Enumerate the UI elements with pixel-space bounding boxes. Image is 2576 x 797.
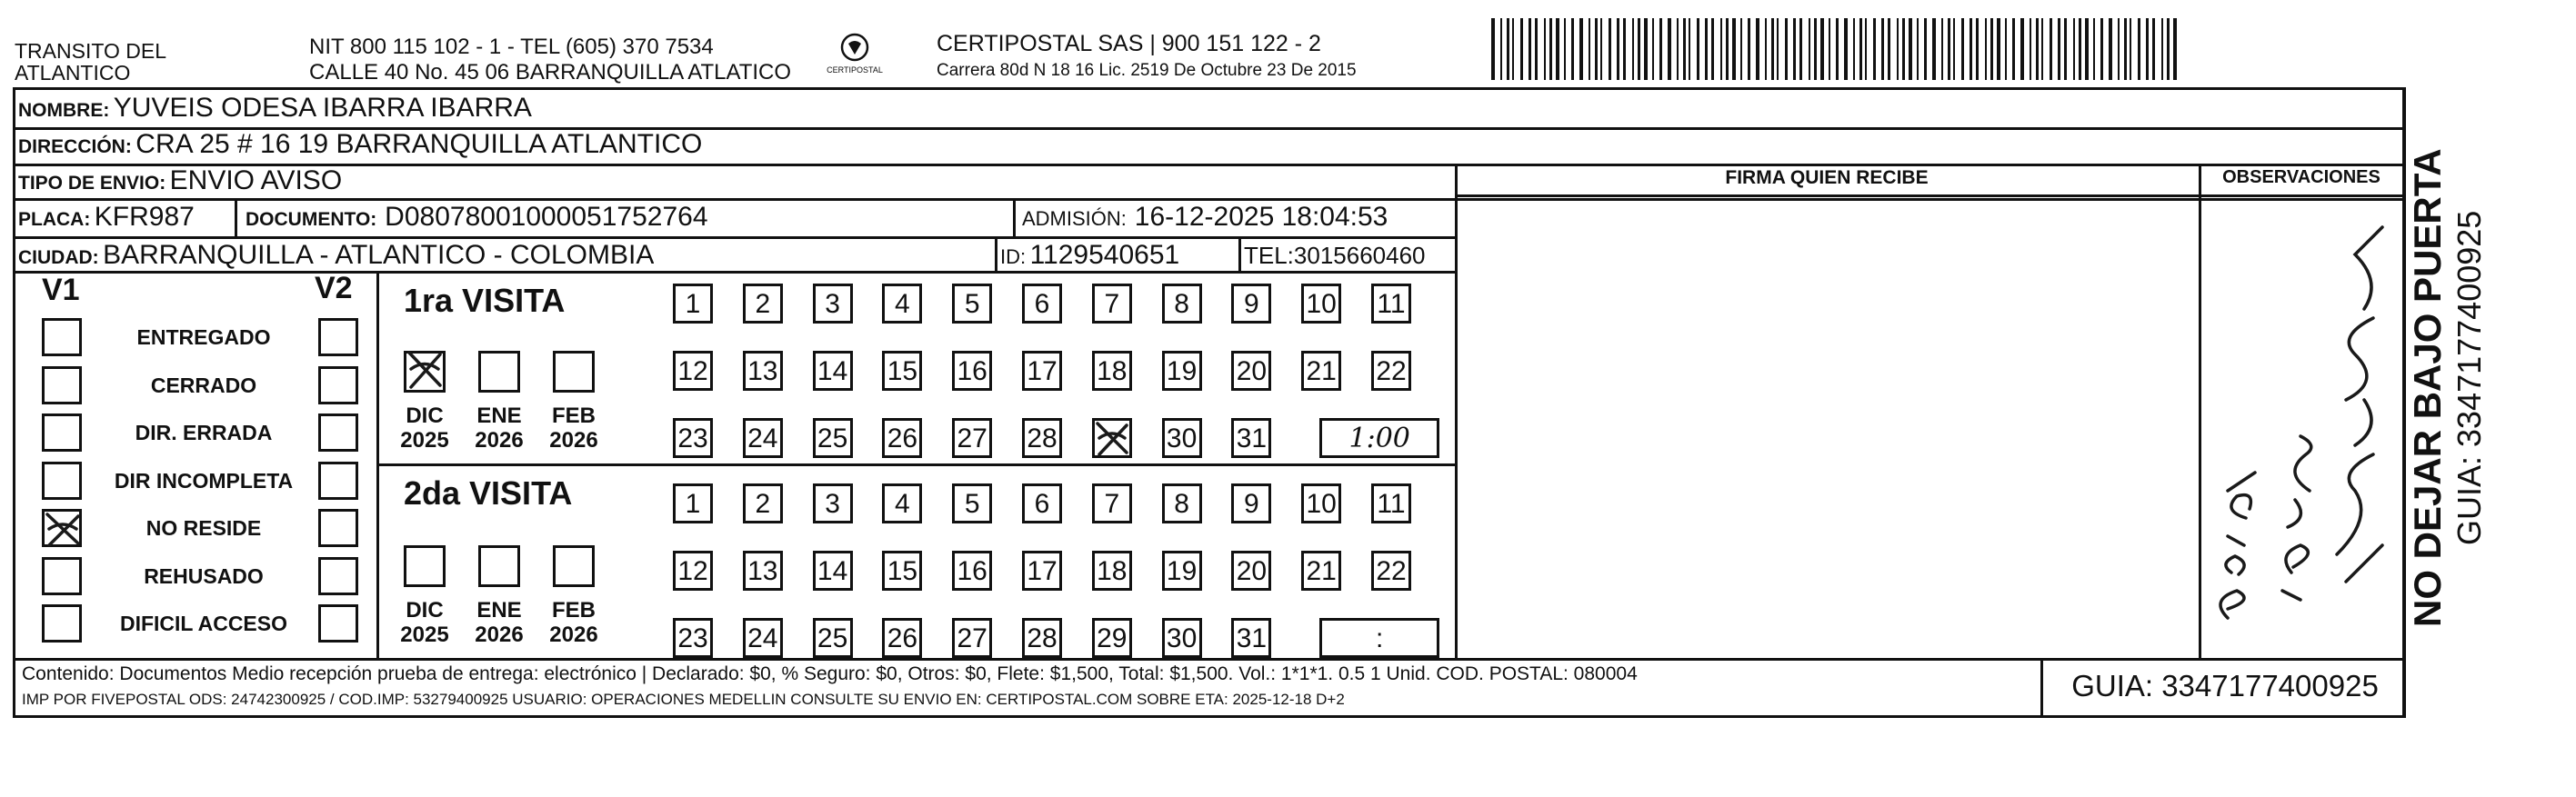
document-value: D08078001000051752764: [385, 202, 708, 232]
rule: [1238, 236, 1241, 271]
time-box[interactable]: :: [1319, 618, 1439, 658]
tel-value: 3015660460: [1293, 242, 1426, 269]
rule: [13, 271, 1455, 274]
month-name: FEB: [552, 598, 596, 623]
barcode-bar: [1771, 18, 1774, 80]
day-box[interactable]: 4: [882, 483, 922, 523]
agency-name: [15, 40, 166, 84]
v1-label: V1: [42, 273, 80, 307]
day-box[interactable]: 17: [1022, 551, 1062, 591]
tel-cell: [1244, 242, 1426, 270]
day-box[interactable]: 31: [1231, 418, 1271, 458]
month-name: FEB: [552, 403, 596, 428]
day-box[interactable]: 11: [1371, 284, 1411, 324]
day-box[interactable]: 31: [1231, 618, 1271, 658]
barcode: [1491, 18, 2180, 80]
barcode-bar: [2041, 18, 2043, 80]
barcode-bar: [2173, 18, 2177, 80]
tel-label: TEL:: [1244, 242, 1294, 269]
day-box[interactable]: 16: [952, 551, 992, 591]
day-box[interactable]: 13: [743, 551, 783, 591]
day-box[interactable]: 6: [1022, 284, 1062, 324]
barcode-bar: [1711, 18, 1714, 80]
barcode-bar: [1549, 18, 1552, 80]
day-box[interactable]: 24: [743, 418, 783, 458]
barcode-bar: [2130, 18, 2131, 80]
day-box[interactable]: 4: [882, 284, 922, 324]
plate-value: KFR987: [94, 202, 195, 232]
barcode-bar: [1917, 18, 1919, 80]
rule: [1013, 198, 1016, 236]
day-box[interactable]: 11: [1371, 483, 1411, 523]
barcode-bar: [1820, 18, 1824, 80]
barcode-bar: [1756, 18, 1759, 80]
barcode-bar: [1990, 18, 1993, 80]
barcode-bar: [1697, 18, 1699, 80]
month-checkbox[interactable]: [404, 545, 446, 587]
signature-header: FIRMA QUIEN RECIBE: [1725, 167, 1929, 188]
plate-label: PLACA:: [18, 209, 91, 230]
day-box[interactable]: 10: [1301, 284, 1341, 324]
month-checkbox[interactable]: [553, 351, 595, 393]
month-checkbox[interactable]: [553, 545, 595, 587]
barcode-bar: [1777, 18, 1779, 80]
barcode-bar: [2005, 18, 2007, 80]
visit1-title: 1ra VISITA: [404, 282, 566, 319]
barcode-bar: [1512, 18, 1514, 80]
day-box[interactable]: 25: [813, 418, 853, 458]
logo-text: CERTIPOSTAL: [827, 65, 883, 75]
day-box[interactable]: 19: [1162, 551, 1202, 591]
status-v1-checkbox[interactable]: [42, 413, 82, 452]
barcode-bar: [1909, 18, 1912, 80]
barcode-bar: [1924, 18, 1927, 80]
rule: [13, 658, 2404, 661]
agency-name-line2: ATLANTICO: [15, 61, 131, 85]
status-v1-checkbox[interactable]: [42, 366, 82, 404]
rule: [995, 236, 997, 271]
barcode-bar: [1564, 18, 1566, 80]
barcode-bar: [2138, 18, 2140, 80]
address-row: [18, 129, 702, 160]
barcode-bar: [1726, 18, 1729, 80]
document-cell: [246, 202, 708, 233]
month-label: [467, 598, 531, 647]
day-box[interactable]: 23: [673, 418, 713, 458]
barcode-bar: [1809, 18, 1810, 80]
rule: [2402, 87, 2405, 718]
status-v2-checkbox[interactable]: [318, 509, 358, 547]
barcode-bar: [1529, 18, 1531, 80]
month-checkbox[interactable]: [478, 545, 520, 587]
document-label: DOCUMENTO:: [246, 209, 377, 230]
barcode-bar: [1683, 18, 1686, 80]
day-box[interactable]: 8: [1162, 284, 1202, 324]
day-box[interactable]: 12: [673, 351, 713, 391]
barcode-bar: [1617, 18, 1619, 80]
day-box[interactable]: 3: [813, 284, 853, 324]
barcode-bar: [1953, 18, 1955, 80]
day-box[interactable]: 18: [1092, 351, 1132, 391]
barcode-bar: [1888, 18, 1890, 80]
day-box[interactable]: 22: [1371, 351, 1411, 391]
footer-imp: IMP POR FIVEPOSTAL ODS: 24742300925 / COD.IMP: 53279400925 USUARIO: OPERACIONES MEDELLIN CONSULTE SU ENVIO EN: CERTIPOSTAL.COM SOBRE ETA: 2025-12-18 D+2: [22, 691, 1345, 708]
day-box[interactable]: 10: [1301, 483, 1341, 523]
day-box[interactable]: 20: [1231, 551, 1271, 591]
barcode-bar: [2167, 18, 2170, 80]
barcode-bar: [1720, 18, 1722, 80]
day-box[interactable]: 26: [882, 618, 922, 658]
side-notice: NO DEJAR BAJO PUERTA: [2406, 148, 2449, 627]
side-guide: GUIA: 3347177400925: [2451, 210, 2488, 545]
barcode-bar: [2146, 18, 2149, 80]
barcode-bar: [1970, 18, 1972, 80]
day-box[interactable]: 16: [952, 351, 992, 391]
id-cell: [1000, 240, 1179, 271]
month-year: 2026: [549, 623, 598, 647]
rule: [13, 198, 2404, 201]
barcode-bar: [1535, 18, 1538, 80]
day-box[interactable]: 21: [1301, 551, 1341, 591]
id-value: 1129540651: [1029, 240, 1180, 270]
barcode-bar: [1589, 18, 1590, 80]
month-year: 2025: [400, 623, 449, 647]
barcode-bar: [1902, 18, 1905, 80]
day-box[interactable]: 7: [1092, 483, 1132, 523]
barcode-bar: [1609, 18, 1611, 80]
admission-value: 16-12-2025 18:04:53: [1134, 202, 1388, 232]
status-v2-checkbox[interactable]: [318, 604, 358, 643]
barcode-bar: [1814, 18, 1817, 80]
barcode-bar: [1976, 18, 1979, 80]
status-label: NO RESIDE: [145, 516, 262, 540]
day-box[interactable]: 13: [743, 351, 783, 391]
status-v2-checkbox[interactable]: [318, 366, 358, 404]
barcode-bar: [1668, 18, 1671, 80]
agency-address: CALLE 40 No. 45 06 BARRANQUILLA ATLATICO: [309, 60, 792, 85]
status-label: ENTREGADO: [136, 325, 271, 349]
barcode-bar: [1595, 18, 1598, 80]
barcode-bar: [1638, 18, 1640, 80]
courier-license: Carrera 80d N 18 16 Lic. 2519 De Octubre 23 De 2015: [937, 61, 1357, 80]
month-label: [393, 403, 456, 453]
barcode-bar: [1785, 18, 1788, 80]
day-box[interactable]: 9: [1231, 483, 1271, 523]
day-box[interactable]: 30: [1162, 618, 1202, 658]
barcode-bar: [1579, 18, 1583, 80]
day-box[interactable]: 15: [882, 351, 922, 391]
rule: [13, 164, 2404, 166]
rule: [376, 463, 1455, 466]
name-row: [18, 93, 532, 124]
barcode-bar: [1799, 18, 1802, 80]
plate-cell: [18, 202, 195, 233]
barcode-bar: [1689, 18, 1690, 80]
barcode-bar: [1948, 18, 1950, 80]
barcode-bar: [2050, 18, 2052, 80]
status-v2-checkbox[interactable]: [318, 318, 358, 356]
address-label: DIRECCIÓN:: [18, 136, 132, 157]
barcode-graphic: [1491, 18, 2180, 80]
day-box[interactable]: 23: [673, 618, 713, 658]
barcode-bar: [1865, 18, 1867, 80]
barcode-bar: [1961, 18, 1964, 80]
day-box[interactable]: 28: [1022, 618, 1062, 658]
barcode-bar: [1765, 18, 1767, 80]
rule: [1455, 194, 2404, 197]
day-box[interactable]: 5: [952, 284, 992, 324]
barcode-bar: [2118, 18, 2120, 80]
barcode-bar: [2124, 18, 2127, 80]
barcode-bar: [1997, 18, 2000, 80]
name-value: YUVEIS ODESA IBARRA IBARRA: [113, 93, 532, 123]
status-label: DIR. ERRADA: [135, 421, 273, 444]
month-label: [467, 403, 531, 453]
city-cell: [18, 240, 654, 271]
barcode-bar: [1748, 18, 1750, 80]
barcode-bar: [1985, 18, 1987, 80]
status-v1-checkbox[interactable]: [42, 318, 82, 356]
status-v1-checkbox[interactable]: [42, 462, 82, 500]
status-label: CERRADO: [150, 373, 257, 397]
barcode-bar: [1932, 18, 1936, 80]
barcode-bar: [1844, 18, 1848, 80]
month-year: 2026: [549, 428, 598, 453]
barcode-bar: [2036, 18, 2039, 80]
barcode-bar: [1652, 18, 1654, 80]
day-box[interactable]: 7: [1092, 284, 1132, 324]
day-box[interactable]: 12: [673, 551, 713, 591]
v2-label: V2: [315, 271, 353, 305]
day-box[interactable]: 5: [952, 483, 992, 523]
footer-guide: GUIA: 3347177400925: [2071, 669, 2379, 702]
day-box[interactable]: 20: [1231, 351, 1271, 391]
day-box[interactable]: 27: [952, 618, 992, 658]
status-v2-checkbox[interactable]: [318, 462, 358, 500]
barcode-bar: [1623, 18, 1626, 80]
agency-nit: NIT 800 115 102 - 1 - TEL (605) 370 7534: [309, 35, 714, 59]
day-box[interactable]: 22: [1371, 551, 1411, 591]
day-box[interactable]: 19: [1162, 351, 1202, 391]
barcode-bar: [1544, 18, 1546, 80]
city-label: CIUDAD:: [18, 247, 99, 268]
certipostal-logo: [818, 31, 891, 80]
barcode-bar: [1644, 18, 1648, 80]
id-label: ID:: [1000, 245, 1027, 268]
day-box[interactable]: 28: [1022, 418, 1062, 458]
agency-name-line1: TRANSITO DEL: [15, 39, 166, 63]
barcode-bar: [1853, 18, 1855, 80]
month-name: DIC: [406, 598, 444, 623]
barcode-bar: [2073, 18, 2075, 80]
barcode-bar: [2012, 18, 2015, 80]
day-box[interactable]: 30: [1162, 418, 1202, 458]
day-box[interactable]: 1: [673, 284, 713, 324]
name-label: NOMBRE:: [18, 100, 110, 121]
month-label: [542, 403, 606, 453]
month-year: 2026: [475, 428, 524, 453]
status-label: REHUSADO: [144, 563, 264, 588]
month-year: 2025: [400, 428, 449, 453]
day-box[interactable]: 26: [882, 418, 922, 458]
barcode-bar: [1793, 18, 1796, 80]
barcode-bar: [2030, 18, 2031, 80]
barcode-bar: [1600, 18, 1602, 80]
rule: [1455, 164, 1458, 658]
day-box[interactable]: 21: [1301, 351, 1341, 391]
barcode-bar: [1836, 18, 1839, 80]
barcode-bar: [1632, 18, 1634, 80]
send-type-label: TIPO DE ENVIO:: [18, 173, 166, 194]
barcode-bar: [1507, 18, 1509, 80]
barcode-bar: [1491, 18, 1495, 80]
observations-header: OBSERVACIONES: [2222, 167, 2381, 187]
rule: [235, 198, 237, 236]
month-year: 2026: [475, 623, 524, 647]
barcode-bar: [1677, 18, 1679, 80]
barcode-bar: [2020, 18, 2024, 80]
barcode-bar: [1740, 18, 1742, 80]
status-v2-checkbox[interactable]: [318, 413, 358, 452]
barcode-bar: [2100, 18, 2103, 80]
barcode-bar: [1881, 18, 1884, 80]
status-label: DIFICIL ACCESO: [119, 612, 287, 635]
month-label: [393, 598, 456, 647]
admission-cell: [1022, 202, 1388, 233]
agency-info: [309, 35, 791, 85]
barcode-bar: [2079, 18, 2081, 80]
barcode-bar: [1556, 18, 1559, 80]
barcode-bar: [1941, 18, 1943, 80]
day-box[interactable]: 25: [813, 618, 853, 658]
status-v1-checkbox[interactable]: [42, 509, 82, 547]
barcode-bar: [1859, 18, 1862, 80]
day-box[interactable]: 24: [743, 618, 783, 658]
day-box[interactable]: 14: [813, 351, 853, 391]
day-box[interactable]: 6: [1022, 483, 1062, 523]
barcode-bar: [2058, 18, 2060, 80]
courier-info: [937, 29, 1357, 84]
send-type-row: [18, 165, 342, 196]
day-box[interactable]: 29: [1092, 618, 1132, 658]
barcode-bar: [2152, 18, 2155, 80]
barcode-bar: [2093, 18, 2095, 80]
barcode-bar: [1732, 18, 1736, 80]
month-name: ENE: [476, 403, 522, 428]
barcode-bar: [2161, 18, 2163, 80]
month-name: ENE: [476, 598, 522, 623]
day-box[interactable]: 9: [1231, 284, 1271, 324]
barcode-bar: [1829, 18, 1830, 80]
rule: [2199, 164, 2201, 658]
footer-content: Contenido: Documentos Medio recepción prueba de entrega: electrónico | Declarado: $0, % Seguro: $0, Otros: $0, Flete: $1,500, Total: $1,500. Vol.: 1*1*1. 0.5 1 Unid. COD. POSTAL: 080004: [22, 663, 1638, 684]
admission-label: ADMISIÓN:: [1022, 207, 1127, 230]
status-v1-checkbox[interactable]: [42, 604, 82, 643]
day-box[interactable]: 8: [1162, 483, 1202, 523]
send-type-value: ENVIO AVISO: [169, 165, 343, 195]
day-box[interactable]: 17: [1022, 351, 1062, 391]
day-box[interactable]: 15: [882, 551, 922, 591]
barcode-bar: [2064, 18, 2067, 80]
day-box[interactable]: 14: [813, 551, 853, 591]
status-label: DIR INCOMPLETA: [114, 468, 294, 493]
status-v1-checkbox[interactable]: [42, 557, 82, 595]
barcode-bar: [1659, 18, 1662, 80]
day-box[interactable]: 18: [1092, 551, 1132, 591]
status-v2-checkbox[interactable]: [318, 557, 358, 595]
day-box[interactable]: 2: [743, 284, 783, 324]
time-box[interactable]: 1:00: [1319, 418, 1439, 458]
day-box[interactable]: 3: [813, 483, 853, 523]
barcode-bar: [1500, 18, 1502, 80]
barcode-bar: [1873, 18, 1876, 80]
barcode-bar: [1520, 18, 1523, 80]
barcode-bar: [1897, 18, 1899, 80]
visit2-title: 2da VISITA: [404, 474, 573, 512]
month-label: [542, 598, 606, 647]
courier-name: CERTIPOSTAL SAS | 900 151 122 - 2: [937, 31, 1321, 56]
rule: [2040, 658, 2043, 718]
barcode-bar: [1571, 18, 1574, 80]
month-checkbox[interactable]: [404, 351, 446, 393]
day-box[interactable]: [1092, 418, 1132, 458]
day-box[interactable]: 2: [743, 483, 783, 523]
day-box[interactable]: 27: [952, 418, 992, 458]
barcode-bar: [1705, 18, 1708, 80]
barcode-bar: [2085, 18, 2089, 80]
address-value: CRA 25 # 16 19 BARRANQUILLA ATLANTICO: [135, 129, 703, 159]
barcode-bar: [2109, 18, 2112, 80]
month-checkbox[interactable]: [478, 351, 520, 393]
city-value: BARRANQUILLA - ATLANTICO - COLOMBIA: [103, 240, 655, 270]
day-box[interactable]: 1: [673, 483, 713, 523]
month-name: DIC: [406, 403, 444, 428]
